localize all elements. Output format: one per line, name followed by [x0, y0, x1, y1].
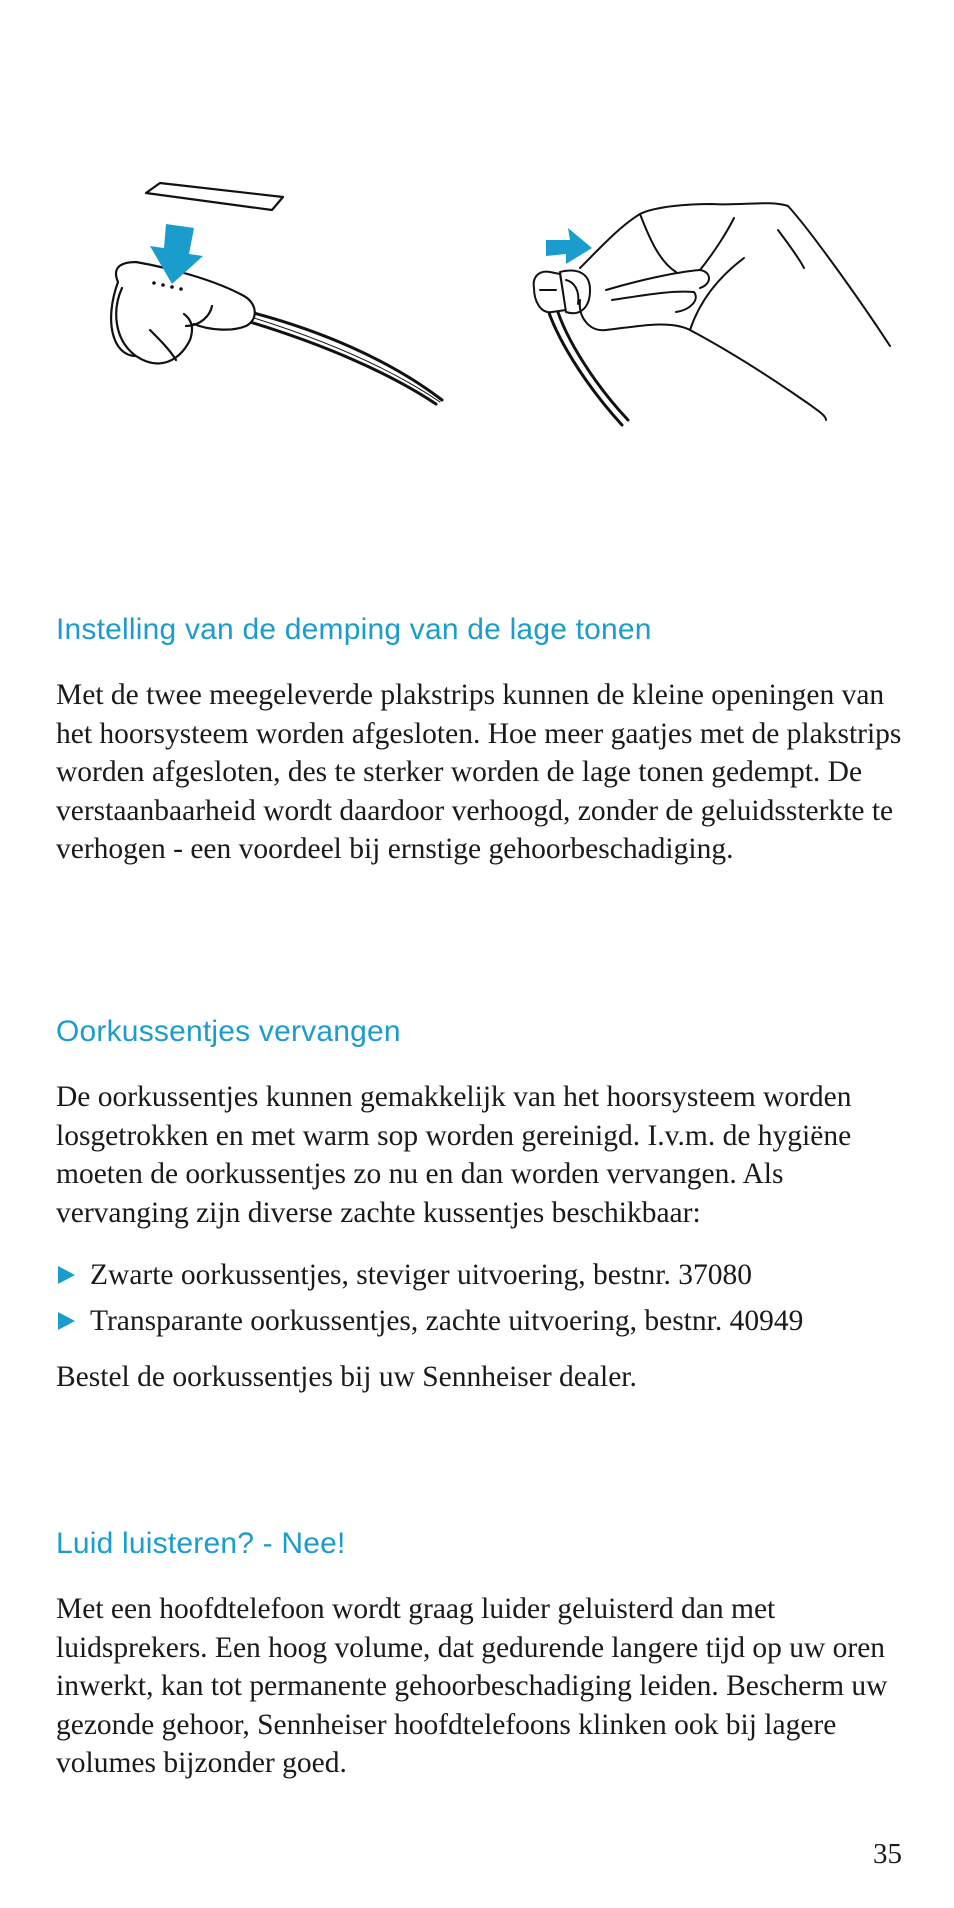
section-bass-damping	[56, 612, 916, 869]
list-item-text: Zwarte oorkussentjes, steviger uitvoering, bestnr. 37080	[90, 1259, 752, 1291]
order-note: Bestel de oorkussentjes bij uw Sennheiser dealer.	[56, 1361, 637, 1393]
page-number: 35	[873, 1838, 902, 1870]
list-item	[56, 1252, 916, 1298]
bullet-arrow-icon	[58, 1266, 75, 1284]
adhesive-strip	[146, 183, 283, 210]
section-body: Met de twee meegeleverde plakstrips kunnen de kleine openingen van het hoorsysteem worden afgesloten. Hoe meer gaatjes met de plakstrips worden afgesloten, des te sterker worden de lage tonen gedempt. De verstaanbaarheid wordt daardoor verhoogd, zonder de geluidssterkte te verhogen - een voordeel bij ernstige gehoorbeschadiging.	[56, 679, 902, 865]
hand	[580, 203, 890, 346]
section-loud-listening	[56, 1526, 916, 1783]
cushion-options-list	[56, 1252, 916, 1344]
earpiece-with-strip-figure	[111, 183, 442, 404]
arrow-right-icon	[546, 228, 592, 264]
section-ear-cushions	[56, 1014, 916, 1397]
section-heading: Luid luisteren? - Nee!	[56, 1527, 346, 1560]
illustration	[0, 0, 954, 480]
section-body: Met een hoofdtelefoon wordt graag luider geluisterd dan met luidsprekers. Een hoog volume, dat gedurende langere tijd op uw oren inwerkt, kan tot permanente gehoorbeschadiging leiden. Bescherm uw gezonde gehoor, Sennheiser hoofdtelefoons klinken ook bij lagere volumes bijzonder goed.	[56, 1593, 888, 1779]
list-item-text: Transparante oorkussentjes, zachte uitvoering, bestnr. 40949	[90, 1305, 804, 1337]
section-heading: Oorkussentjes vervangen	[56, 1015, 401, 1048]
bullet-arrow-icon	[58, 1312, 75, 1330]
hand-pulling-cushion-figure	[534, 203, 890, 425]
section-heading: Instelling van de demping van de lage tonen	[56, 613, 652, 646]
section-body: De oorkussentjes kunnen gemakkelijk van het hoorsysteem worden losgetrokken en met warm sop worden gereinigd. I.v.m. de hygiëne moeten de oorkussentjes zo nu en dan worden vervangen. Als vervanging zijn diverse zachte kussentjes beschikbaar:	[56, 1081, 852, 1229]
list-item	[56, 1298, 916, 1344]
